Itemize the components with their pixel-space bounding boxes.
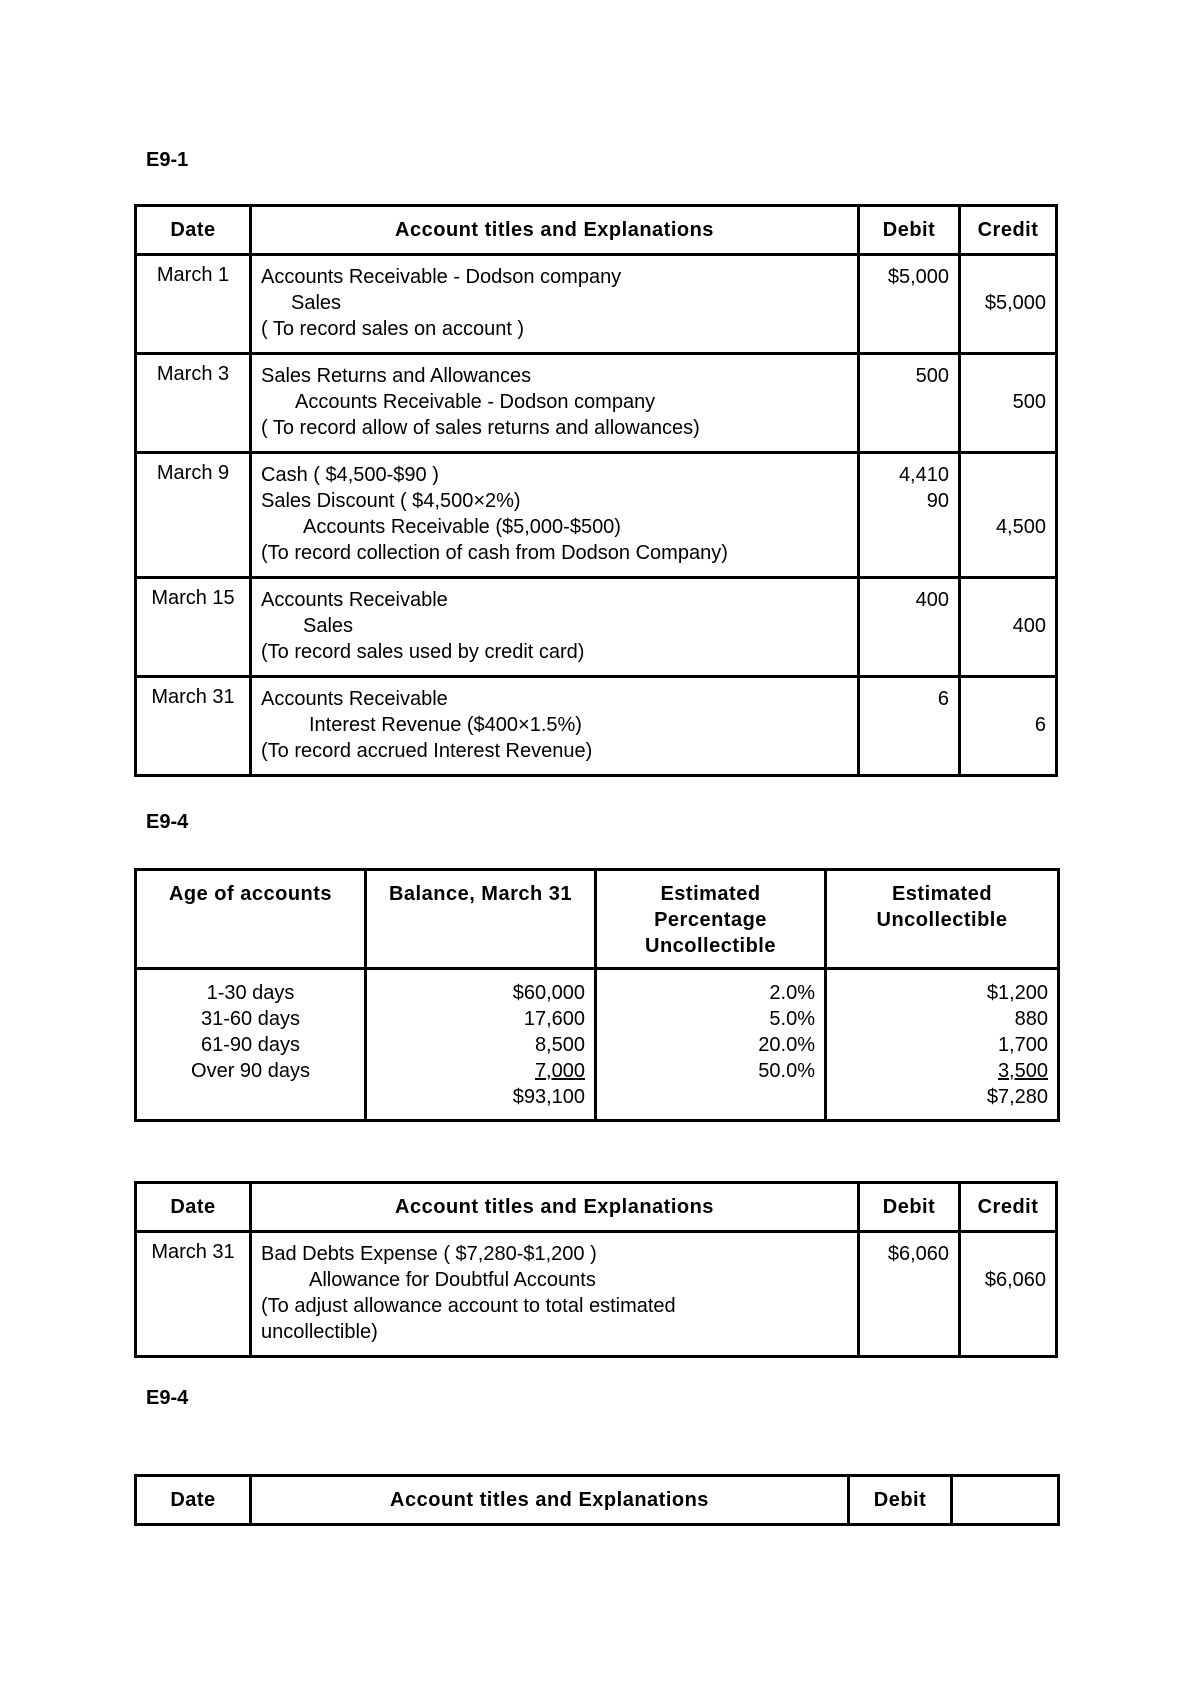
- credit-amount: [961, 686, 1046, 712]
- entry-account: [251, 677, 859, 776]
- entry-line: Sales: [303, 615, 354, 637]
- entry-line: Allowance for Doubtful Accounts: [309, 1269, 596, 1291]
- header-credit: Credit: [960, 1183, 1057, 1232]
- debit-amount: 6: [937, 688, 949, 710]
- credit-amount: [961, 363, 1046, 389]
- section-heading-e9-4-second: E9-4: [146, 1387, 189, 1409]
- entry-account: [251, 255, 859, 354]
- entry-credit: [960, 578, 1057, 677]
- balance-value: 7,000: [534, 1060, 585, 1082]
- entry-date: March 3: [136, 354, 251, 453]
- entry-debit: [859, 354, 960, 453]
- section-heading-e9-4: E9-4: [146, 811, 189, 833]
- entry-credit: [960, 677, 1057, 776]
- journal-entry-row: [136, 578, 1057, 677]
- entry-line: Accounts Receivable: [261, 688, 448, 710]
- entry-line: Interest Revenue ($400×1.5%): [309, 714, 582, 736]
- credit-amount: $6,060: [984, 1269, 1046, 1291]
- journal-table-empty: [134, 1474, 1060, 1526]
- entry-line: (To adjust allowance account to total estimated uncollectible): [261, 1295, 676, 1343]
- header-estimated-percentage: Estimated Percentage Uncollectible: [596, 870, 826, 969]
- header-debit: Debit: [859, 206, 960, 255]
- entry-line: ( To record allow of sales returns and allowances): [261, 417, 700, 439]
- estimated-values: [826, 969, 1059, 1121]
- aging-body-row: [136, 969, 1059, 1121]
- header-debit: Debit: [849, 1476, 952, 1525]
- header-debit: Debit: [859, 1183, 960, 1232]
- age-range: 31-60 days: [201, 1008, 300, 1030]
- entry-debit: [859, 578, 960, 677]
- credit-amount: 6: [1034, 714, 1046, 736]
- entry-line: Accounts Receivable ($5,000-$500): [303, 516, 621, 538]
- entry-line: (To record sales used by credit card): [261, 641, 585, 663]
- balance-value: 8,500: [534, 1034, 585, 1056]
- entry-line: (To record collection of cash from Dodson Company): [261, 542, 728, 564]
- entry-account: [251, 578, 859, 677]
- entry-debit: [859, 677, 960, 776]
- entry-line: (To record accrued Interest Revenue): [261, 740, 593, 762]
- estimated-value: 3,500: [997, 1060, 1048, 1082]
- percentage-value: 5.0%: [769, 1008, 815, 1030]
- entry-date: March 31: [136, 1232, 251, 1357]
- entry-line: Sales Returns and Allowances: [261, 365, 532, 387]
- credit-amount: 400: [1012, 615, 1046, 637]
- debit-amount: 90: [926, 490, 949, 512]
- age-range: Over 90 days: [191, 1060, 310, 1082]
- credit-amount: [961, 488, 1046, 514]
- debit-amount: 500: [915, 365, 949, 387]
- journal-entry-row: [136, 453, 1057, 578]
- entry-credit: [960, 354, 1057, 453]
- percentage-value: 20.0%: [758, 1034, 815, 1056]
- entry-line: Accounts Receivable: [261, 589, 448, 611]
- header-credit: Credit: [960, 206, 1057, 255]
- credit-amount: [961, 264, 1046, 290]
- journal-entry-row: [136, 255, 1057, 354]
- entry-line: Accounts Receivable - Dodson company: [261, 266, 622, 288]
- entry-date: March 15: [136, 578, 251, 677]
- header-age-of-accounts: Age of accounts: [136, 870, 366, 969]
- credit-amount: 500: [1012, 391, 1046, 413]
- entry-account: [251, 354, 859, 453]
- aging-schedule-table: [134, 868, 1060, 1122]
- percentage-value: 50.0%: [758, 1060, 815, 1082]
- credit-amount: [961, 462, 1046, 488]
- journal-entry-row: [136, 677, 1057, 776]
- credit-amount: $5,000: [984, 292, 1046, 314]
- entry-debit: [859, 1232, 960, 1357]
- entry-line: Bad Debts Expense ( $7,280-$1,200 ): [261, 1243, 597, 1265]
- entry-account: [251, 453, 859, 578]
- header-date: Date: [136, 206, 251, 255]
- entry-debit: [859, 255, 960, 354]
- credit-amount: 4,500: [995, 516, 1046, 538]
- entry-debit: [859, 453, 960, 578]
- entry-date: March 1: [136, 255, 251, 354]
- section-heading-e9-1: E9-1: [146, 149, 189, 171]
- journal-table-adjustment: [134, 1181, 1058, 1358]
- journal-entry-row: [136, 354, 1057, 453]
- debit-amount: $5,000: [887, 266, 949, 288]
- balance-value: 17,600: [523, 1008, 585, 1030]
- balance-total: $93,100: [512, 1086, 585, 1108]
- estimated-value: $1,200: [986, 982, 1048, 1004]
- debit-amount: 4,410: [898, 464, 949, 486]
- entry-date: March 31: [136, 677, 251, 776]
- entry-credit: [960, 255, 1057, 354]
- entry-date: March 9: [136, 453, 251, 578]
- balance-value: $60,000: [512, 982, 585, 1004]
- age-range: 61-90 days: [201, 1034, 300, 1056]
- percentages: [596, 969, 826, 1121]
- header-account: Account titles and Explanations: [251, 1476, 849, 1525]
- percentage-value: 2.0%: [769, 982, 815, 1004]
- header-account: Account titles and Explanations: [251, 206, 859, 255]
- entry-account: [251, 1232, 859, 1357]
- credit-amount: [961, 587, 1046, 613]
- estimated-value: 1,700: [997, 1034, 1048, 1056]
- balances: [366, 969, 596, 1121]
- age-range: 1-30 days: [206, 982, 295, 1004]
- entry-credit: [960, 453, 1057, 578]
- entry-line: Accounts Receivable - Dodson company: [295, 391, 656, 413]
- debit-amount: $6,060: [887, 1243, 949, 1265]
- header-date: Date: [136, 1476, 251, 1525]
- header-date: Date: [136, 1183, 251, 1232]
- journal-entry-row: [136, 1232, 1057, 1357]
- debit-amount: 400: [915, 589, 949, 611]
- header-estimated-uncollectible: Estimated Uncollectible: [826, 870, 1059, 969]
- header-account: Account titles and Explanations: [251, 1183, 859, 1232]
- age-ranges: [136, 969, 366, 1121]
- entry-line: Cash ( $4,500-$90 ): [261, 464, 439, 486]
- entry-line: Sales Discount ( $4,500×2%): [261, 490, 521, 512]
- entry-line: Sales: [291, 292, 342, 314]
- estimated-value: 880: [1014, 1008, 1048, 1030]
- journal-table-e9-1: [134, 204, 1058, 777]
- estimated-total: $7,280: [986, 1086, 1048, 1108]
- entry-line: ( To record sales on account ): [261, 318, 525, 340]
- header-credit-empty: [952, 1476, 1059, 1525]
- header-balance: Balance, March 31: [366, 870, 596, 969]
- entry-credit: [960, 1232, 1057, 1357]
